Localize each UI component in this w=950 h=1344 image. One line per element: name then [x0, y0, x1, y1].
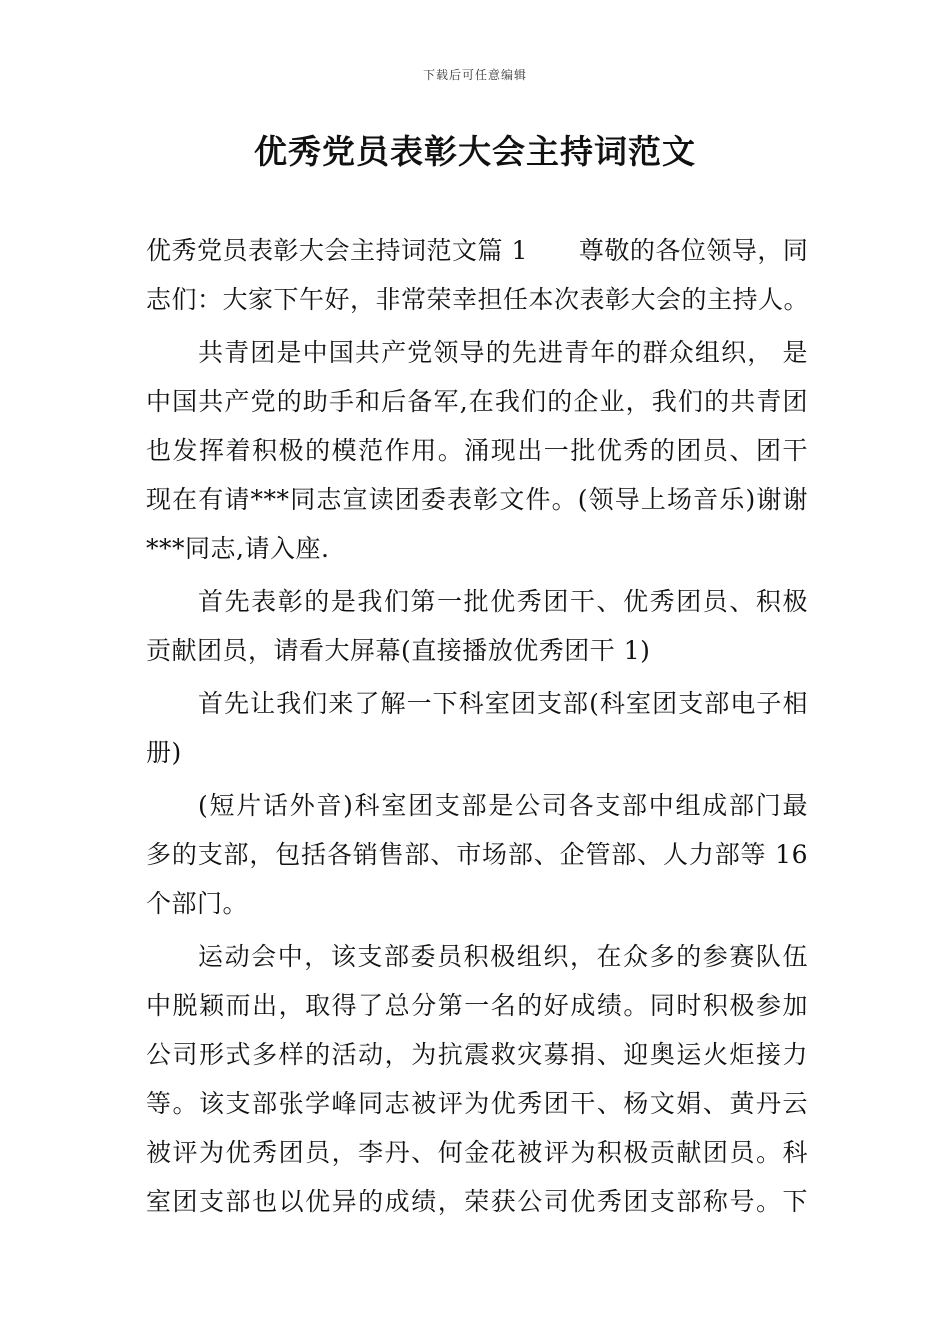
body-line: 运动会中，该支部委员积极组织，在众多的参赛队伍 [198, 942, 808, 971]
body-line: ***同志,请入座. [146, 534, 330, 563]
body-line: 首先让我们来了解一下科室团支部(科室团支部电子相 [198, 689, 808, 718]
document-body [146, 226, 808, 1226]
body-line: 贡献团员，请看大屏幕(直接播放优秀团干 1) [146, 636, 651, 665]
body-line: 中脱颖而出，取得了总分第一名的好成绩。同时积极参加 [146, 991, 808, 1020]
body-line: 被评为优秀团员，李丹、何金花被评为积极贡献团员。科 [146, 1138, 808, 1167]
document-title: 优秀党员表彰大会主持词范文 [254, 132, 696, 171]
body-line: 优秀党员表彰大会主持词范文篇 1 尊敬的各位领导，同 [146, 236, 809, 265]
header-note: 下载后可任意编辑 [422, 68, 527, 82]
body-line: 现在有请***同志宣读团委表彰文件。(领导上场音乐)谢谢 [146, 485, 808, 514]
body-line: 册) [146, 738, 182, 767]
body-line: 志们：大家下午好，非常荣幸担任本次表彰大会的主持人。 [146, 285, 810, 314]
body-line: 共青团是中国共产党领导的先进青年的群众组织， 是 [198, 338, 808, 367]
body-line: 室团支部也以优异的成绩，荣获公司优秀团支部称号。下 [146, 1187, 808, 1216]
body-line: 中国共产党的助手和后备军,在我们的企业，我们的共青团 [146, 387, 808, 416]
body-line: 多的支部，包括各销售部、市场部、企管部、人力部等 16 [146, 840, 808, 869]
body-line: 公司形式多样的活动，为抗震救灾募捐、迎奥运火炬接力 [146, 1040, 808, 1069]
body-line: 也发挥着积极的模范作用。涌现出一批优秀的团员、团干 [146, 436, 808, 465]
body-line: 个部门。 [146, 889, 249, 918]
body-line: 首先表彰的是我们第一批优秀团干、优秀团员、积极 [198, 587, 808, 616]
body-line: 等。该支部张学峰同志被评为优秀团干、杨文娟、黄丹云 [146, 1089, 808, 1118]
body-line: (短片话外音)科室团支部是公司各支部中组成部门最 [198, 791, 808, 820]
